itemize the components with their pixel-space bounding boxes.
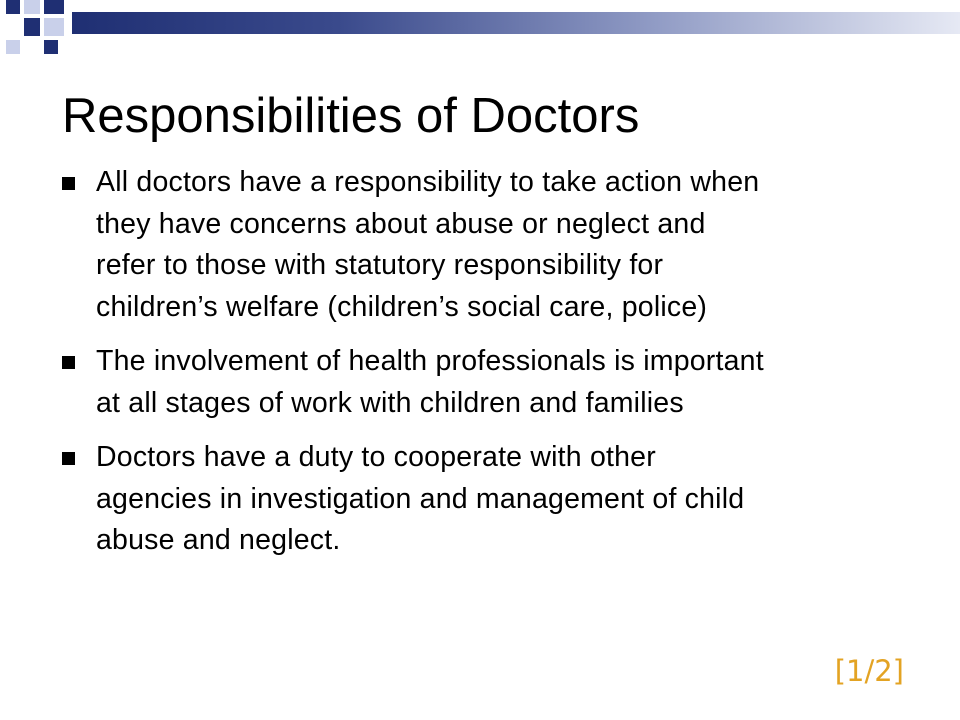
- header-decoration: [0, 0, 960, 60]
- decorative-square: [44, 0, 64, 14]
- bullet-line: The involvement of health professionals is important: [96, 345, 764, 377]
- page-indicator: [1/2]: [834, 654, 904, 688]
- slide-title: Responsibilities of Doctors: [62, 89, 640, 143]
- bullet-line: agencies in investigation and management of child: [96, 482, 745, 515]
- decorative-square: [24, 0, 40, 14]
- bullet-line: Doctors have a duty to cooperate with other: [96, 441, 656, 473]
- decorative-square: [6, 40, 20, 54]
- bullet-item: [62, 162, 922, 328]
- bullet-item: [62, 437, 922, 562]
- decorative-square: [44, 18, 64, 36]
- header-gradient-bar: [72, 12, 960, 34]
- bullet-item: [62, 341, 922, 424]
- square-bullet-icon: [62, 177, 75, 190]
- bullet-line: refer to those with statutory responsibility for: [96, 249, 664, 281]
- decorative-square: [6, 0, 20, 14]
- bullet-line: at all stages of work with children and families: [96, 386, 684, 419]
- square-bullet-icon: [62, 452, 75, 465]
- bullet-line: All doctors have a responsibility to take action when: [96, 166, 760, 198]
- square-bullet-icon: [62, 356, 75, 369]
- bullet-list: [62, 162, 922, 575]
- bullet-line: they have concerns about abuse or neglect and: [96, 207, 706, 240]
- bullet-line: children’s welfare (children’s social care, police): [96, 290, 708, 323]
- decorative-square: [44, 40, 58, 54]
- decorative-square: [24, 18, 40, 36]
- bullet-line: abuse and neglect.: [96, 524, 341, 556]
